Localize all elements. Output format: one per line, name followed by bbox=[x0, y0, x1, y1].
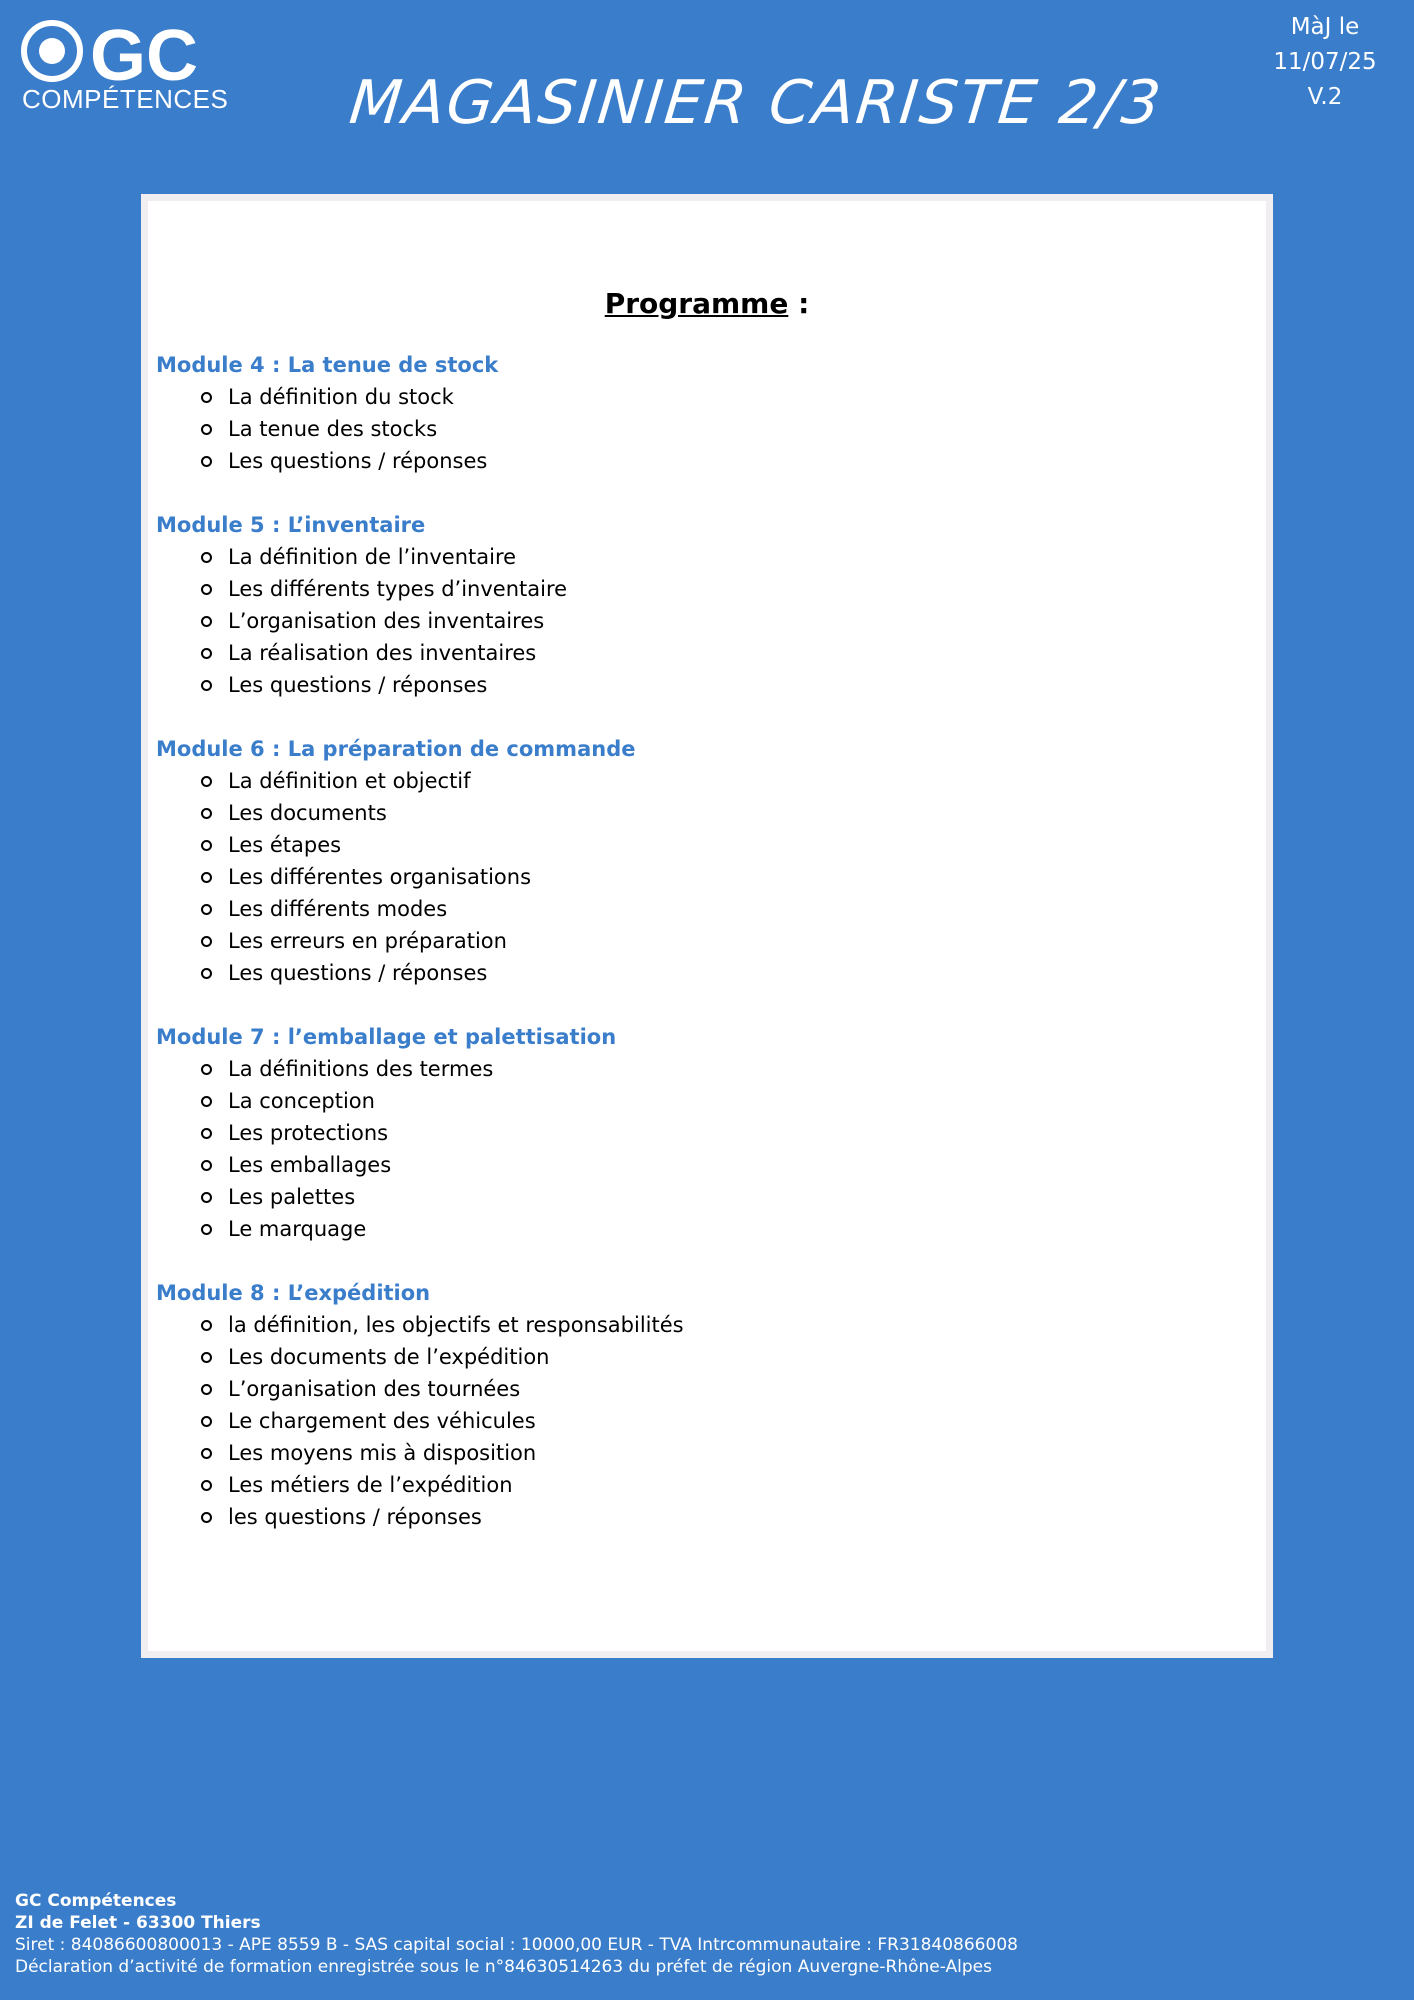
module-item-list bbox=[156, 1309, 1246, 1533]
circle-bullet-icon bbox=[201, 680, 212, 691]
circle-bullet-icon bbox=[201, 1384, 212, 1395]
programme-heading-colon: : bbox=[788, 287, 810, 320]
circle-bullet-icon bbox=[201, 936, 212, 947]
programme-heading bbox=[148, 287, 1266, 320]
circle-bullet-icon bbox=[201, 872, 212, 883]
version-label: V.2 bbox=[1307, 84, 1343, 110]
list-item bbox=[156, 1213, 1246, 1245]
circle-bullet-icon bbox=[201, 776, 212, 787]
list-item-text: Les protections bbox=[228, 1121, 389, 1145]
circle-bullet-icon bbox=[201, 1416, 212, 1427]
list-item-text: La conception bbox=[228, 1089, 375, 1113]
module-item-list bbox=[156, 765, 1246, 989]
list-item bbox=[156, 1053, 1246, 1085]
list-item-text: La définition du stock bbox=[228, 385, 454, 409]
list-item-text: les questions / réponses bbox=[228, 1505, 482, 1529]
list-item bbox=[156, 765, 1246, 797]
list-item bbox=[156, 925, 1246, 957]
list-item bbox=[156, 1501, 1246, 1533]
list-item bbox=[156, 1437, 1246, 1469]
circle-bullet-icon bbox=[201, 808, 212, 819]
circle-bullet-icon bbox=[201, 1352, 212, 1363]
update-info bbox=[1245, 10, 1405, 115]
list-item bbox=[156, 1373, 1246, 1405]
gc-logo-icon bbox=[20, 18, 200, 88]
update-label: MàJ le bbox=[1290, 14, 1360, 40]
list-item-text: Les emballages bbox=[228, 1153, 392, 1177]
footer bbox=[15, 1890, 1018, 1978]
circle-bullet-icon bbox=[201, 968, 212, 979]
list-item bbox=[156, 1149, 1246, 1181]
circle-bullet-icon bbox=[201, 1192, 212, 1203]
list-item-text: Les étapes bbox=[228, 833, 342, 857]
circle-bullet-icon bbox=[201, 392, 212, 403]
module-item-list bbox=[156, 1053, 1246, 1245]
footer-address: ZI de Felet - 63300 Thiers bbox=[15, 1913, 261, 1933]
circle-bullet-icon bbox=[201, 1448, 212, 1459]
list-item-text: Le marquage bbox=[228, 1217, 367, 1241]
module-title: Module 5 : L’inventaire bbox=[156, 513, 426, 537]
circle-bullet-icon bbox=[201, 1160, 212, 1171]
list-item bbox=[156, 893, 1246, 925]
list-item-text: La définition de l’inventaire bbox=[228, 545, 517, 569]
circle-bullet-icon bbox=[201, 424, 212, 435]
module-title: Module 6 : La préparation de commande bbox=[156, 737, 636, 761]
circle-bullet-icon bbox=[201, 1320, 212, 1331]
list-item bbox=[156, 1469, 1246, 1501]
list-item-text: Les erreurs en préparation bbox=[228, 929, 507, 953]
circle-bullet-icon bbox=[201, 1224, 212, 1235]
list-item-text: Les différents modes bbox=[228, 897, 448, 921]
list-item-text: La réalisation des inventaires bbox=[228, 641, 537, 665]
list-item-text: La définitions des termes bbox=[228, 1057, 494, 1081]
module-title: Module 4 : La tenue de stock bbox=[156, 353, 499, 377]
list-item-text: Les palettes bbox=[228, 1185, 356, 1209]
circle-bullet-icon bbox=[201, 584, 212, 595]
circle-bullet-icon bbox=[201, 1128, 212, 1139]
list-item bbox=[156, 861, 1246, 893]
list-item bbox=[156, 829, 1246, 861]
list-item bbox=[156, 1181, 1246, 1213]
list-item bbox=[156, 637, 1246, 669]
list-item bbox=[156, 1309, 1246, 1341]
list-item bbox=[156, 1117, 1246, 1149]
circle-bullet-icon bbox=[201, 616, 212, 627]
list-item-text: Les métiers de l’expédition bbox=[228, 1473, 513, 1497]
list-item-text: la définition, les objectifs et responsabilités bbox=[228, 1313, 684, 1337]
circle-bullet-icon bbox=[201, 1512, 212, 1523]
module-title: Module 8 : L’expédition bbox=[156, 1281, 431, 1305]
logo-main-text: GC bbox=[90, 18, 198, 88]
circle-bullet-icon bbox=[201, 648, 212, 659]
list-item-text: Les documents de l’expédition bbox=[228, 1345, 550, 1369]
module-item-list bbox=[156, 541, 1246, 701]
list-item-text: Les questions / réponses bbox=[228, 449, 488, 473]
update-date: 11/07/25 bbox=[1273, 49, 1377, 75]
list-item-text: L’organisation des inventaires bbox=[228, 609, 545, 633]
module-section bbox=[156, 349, 1246, 477]
list-item-text: Les documents bbox=[228, 801, 387, 825]
list-item bbox=[156, 1085, 1246, 1117]
circle-bullet-icon bbox=[201, 904, 212, 915]
list-item bbox=[156, 957, 1246, 989]
circle-bullet-icon bbox=[201, 1064, 212, 1075]
list-item-text: Les moyens mis à disposition bbox=[228, 1441, 537, 1465]
module-section bbox=[156, 1021, 1246, 1245]
programme-heading-text: Programme bbox=[604, 287, 789, 320]
list-item bbox=[156, 605, 1246, 637]
page-title: MAGASINIER CARISTE 2/3 bbox=[346, 68, 1166, 138]
list-item-text: Les questions / réponses bbox=[228, 673, 488, 697]
module-list bbox=[156, 349, 1246, 1565]
footer-company: GC Compétences bbox=[15, 1891, 177, 1911]
list-item-text: L’organisation des tournées bbox=[228, 1377, 521, 1401]
programme-card bbox=[141, 194, 1273, 1658]
list-item bbox=[156, 573, 1246, 605]
list-item-text: Les questions / réponses bbox=[228, 961, 488, 985]
module-section bbox=[156, 733, 1246, 989]
circle-bullet-icon bbox=[201, 456, 212, 467]
list-item-text: Le chargement des véhicules bbox=[228, 1409, 536, 1433]
list-item bbox=[156, 797, 1246, 829]
circle-bullet-icon bbox=[201, 1096, 212, 1107]
footer-declaration: Déclaration d’activité de formation enregistrée sous le n°84630514263 du préfet de région Auvergne-Rhône-Alpes bbox=[15, 1957, 992, 1977]
list-item-text: La définition et objectif bbox=[228, 769, 471, 793]
footer-legal: Siret : 84086600800013 - APE 8559 B - SAS capital social : 10000,00 EUR - TVA Intrcommunautaire : FR31840866008 bbox=[15, 1935, 1018, 1955]
list-item-text: Les différents types d’inventaire bbox=[228, 577, 568, 601]
list-item-text: Les différentes organisations bbox=[228, 865, 532, 889]
list-item bbox=[156, 1405, 1246, 1437]
list-item bbox=[156, 669, 1246, 701]
list-item bbox=[156, 1341, 1246, 1373]
logo-subtitle: COMPÉTENCES bbox=[22, 84, 229, 114]
module-section bbox=[156, 1277, 1246, 1533]
programme-card-body bbox=[148, 201, 1266, 1651]
module-section bbox=[156, 509, 1246, 701]
list-item bbox=[156, 445, 1246, 477]
module-item-list bbox=[156, 381, 1246, 477]
circle-bullet-icon bbox=[201, 1480, 212, 1491]
list-item bbox=[156, 541, 1246, 573]
list-item bbox=[156, 413, 1246, 445]
module-title: Module 7 : l’emballage et palettisation bbox=[156, 1025, 617, 1049]
circle-bullet-icon bbox=[201, 840, 212, 851]
circle-bullet-icon bbox=[201, 552, 212, 563]
company-logo bbox=[20, 18, 229, 114]
list-item bbox=[156, 381, 1246, 413]
list-item-text: La tenue des stocks bbox=[228, 417, 438, 441]
